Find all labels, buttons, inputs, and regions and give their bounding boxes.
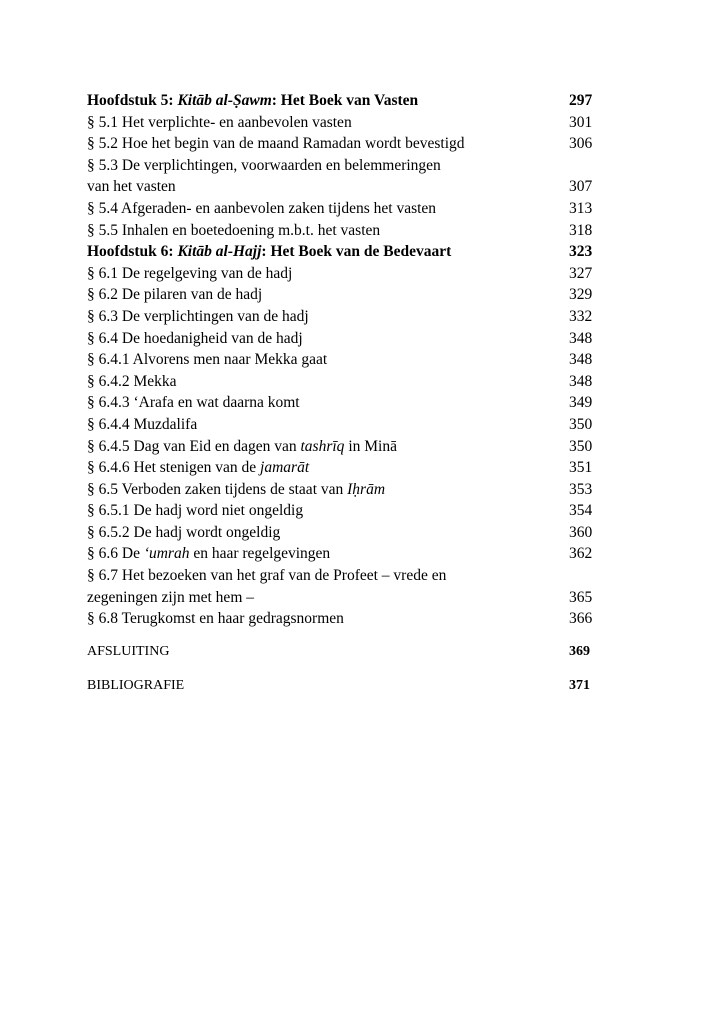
toc-section-6-4-3 [87,392,609,414]
toc-section-6-5 [87,479,609,501]
toc-afsluiting [87,644,609,660]
toc-entry-title: § 6.3 De verplichtingen van de hadj [87,307,309,325]
toc-entry-title: § 6.5.2 De hadj wordt ongeldig [87,523,281,541]
toc-page-number: 327 [569,264,593,282]
toc-section-6-8 [87,608,609,630]
toc-entry-title: § 6.4 De hoedanigheid van de hadj [87,329,303,347]
toc-entry-title: § 6.4.2 Mekka [87,372,177,390]
toc-section-6-2 [87,284,609,306]
toc-chapter-5 [87,90,609,112]
toc-page-number: 332 [569,307,593,325]
toc-entry-title: Hoofdstuk 5: Kitāb al-Ṣawm: Het Boek van Vasten [87,92,419,109]
toc-section-5-2 [87,133,609,155]
toc-entry-title: § 6.5 Verboden zaken tijdens de staat van Iḥrām [87,480,386,498]
toc-entry-title: § 6.1 De regelgeving van de hadj [87,264,293,282]
toc-entry-title: § 5.2 Hoe het begin van de maand Ramadan wordt bevestigd [87,135,465,153]
toc-page-number: 365 [569,588,593,606]
toc-page-number: 371 [569,678,590,693]
toc-entry-title: AFSLUITING [87,644,170,659]
toc-entry-title: Hoofdstuk 6: Kitāb al-Hajj: Het Boek van de Bedevaart [87,243,452,261]
toc-section-6-4 [87,328,609,350]
toc-section-6-3 [87,306,609,328]
table-of-contents [87,90,609,630]
toc-section-5-4 [87,198,609,220]
toc-page-number: 362 [569,545,593,563]
toc-page-number: 329 [569,286,593,304]
toc-page-number: 307 [569,178,593,196]
toc-entry-title: § 5.1 Het verplichte- en aanbevolen vasten [87,113,352,131]
toc-entry-title: § 5.4 Afgeraden- en aanbevolen zaken tijdens het vasten [87,199,437,217]
toc-section-5-3-line1: § 5.3 De verplichtingen, voorwaarden en belemmeringen [87,156,441,174]
toc-page-number: 349 [569,394,593,412]
toc-section-6-4-6 [87,457,609,479]
toc-entry-title: § 5.5 Inhalen en boetedoening m.b.t. het vasten [87,221,381,239]
toc-page-number: 297 [569,92,593,109]
toc-page-number: 348 [569,372,593,390]
toc-entry-title: § 6.4.4 Muzdalifa [87,415,198,433]
toc-page-number: 369 [569,644,590,659]
toc-entry-title: zegeningen zijn met hem – [87,588,254,606]
toc-page-number: 351 [569,459,593,477]
toc-section-6-7-line1: § 6.7 Het bezoeken van het graf van de Profeet – vrede en [87,567,447,585]
toc-section-6-5-2 [87,522,609,544]
toc-page-number: 348 [569,351,593,369]
toc-page-number: 353 [569,480,593,498]
toc-page-number: 301 [569,113,593,131]
toc-section-6-1 [87,263,609,285]
toc-entry-title: § 6.2 De pilaren van de hadj [87,286,263,304]
toc-page-number: 354 [569,502,593,520]
toc-section-6-6 [87,543,609,565]
toc-section-6-4-2 [87,371,609,393]
toc-page-number: 323 [569,243,593,261]
toc-section-5-3 [87,176,609,198]
toc-page-number: 350 [569,415,593,433]
toc-page-number: 350 [569,437,593,455]
toc-page-number: 313 [569,199,593,217]
toc-section-6-4-5 [87,436,609,458]
toc-entry-title: § 6.4.1 Alvorens men naar Mekka gaat [87,351,328,369]
toc-page-number: 306 [569,135,593,153]
toc-entry-title: § 6.8 Terugkomst en haar gedragsnormen [87,610,344,628]
toc-page-number: 318 [569,221,593,239]
toc-section-5-5 [87,220,609,242]
toc-section-5-1 [87,112,609,134]
toc-chapter-6 [87,241,609,263]
toc-section-6-7 [87,587,609,609]
toc-entry-title: § 6.5.1 De hadj word niet ongeldig [87,502,304,520]
toc-entry-title: § 6.4.5 Dag van Eid en dagen van tashrīq in Minā [87,437,397,455]
toc-page-number: 360 [569,523,593,541]
toc-entry-title: § 6.4.3 ‘Arafa en wat daarna komt [87,394,300,412]
toc-section-6-4-4 [87,414,609,436]
toc-section-6-4-1 [87,349,609,371]
toc-page-number: 366 [569,610,593,628]
toc-entry-title: § 6.4.6 Het stenigen van de jamarāt [87,459,310,477]
toc-section-6-5-1 [87,500,609,522]
toc-entry-title: BIBLIOGRAFIE [87,678,185,693]
toc-entry-title: § 6.6 De ‘umrah en haar regelgevingen [87,545,331,563]
toc-bibliografie [87,678,609,694]
toc-page-number: 348 [569,329,593,347]
toc-entry-title: van het vasten [87,178,176,196]
